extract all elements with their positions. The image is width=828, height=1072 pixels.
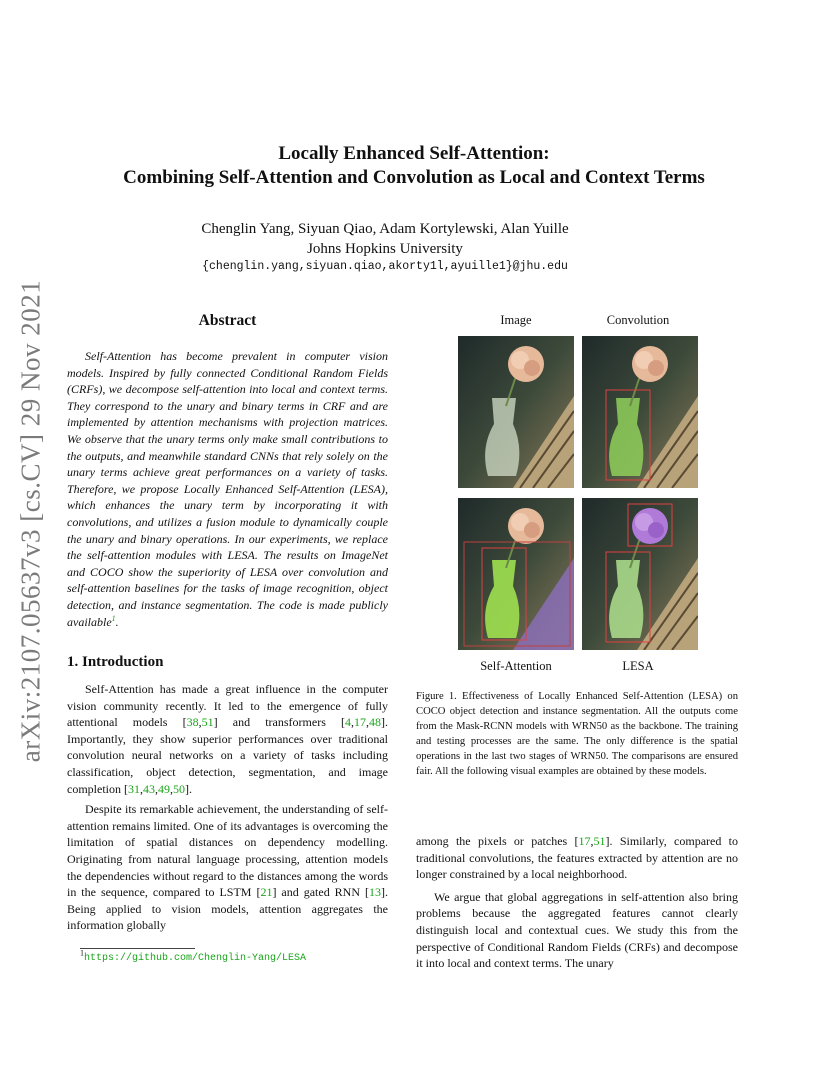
citation-link[interactable]: 48 — [369, 715, 382, 730]
intro-paragraph-2: Despite its remarkable achievement, the understanding of self-attention remains limited. One of its advantages is overcoming the limitation of spatial distances on dependency modelling. Originating from natural language processing, attention models the dependencies without regard to the distances among the words in the sequence, compared to LSTM [21] and gated RNN [13]. Being applied to vision models, attention aggregates the information globally — [67, 802, 388, 933]
arxiv-stamp-text: arXiv:2107.05637v3 [cs.CV] 29 Nov 2021 — [15, 279, 46, 762]
figure-panel-lesa — [582, 498, 698, 650]
abstract-footnote-link[interactable]: 1 — [111, 613, 116, 623]
arxiv-stamp — [14, 279, 48, 762]
paper-title — [0, 142, 828, 190]
figure-label-image: Image — [500, 313, 532, 327]
author-block — [0, 219, 770, 259]
citation-link[interactable]: 50 — [172, 781, 185, 796]
right-column — [416, 833, 738, 976]
abstract-heading: Abstract — [198, 312, 257, 329]
author-names: Chenglin Yang, Siyuan Qiao, Adam Kortylewski, Alan Yuille — [201, 221, 569, 237]
figure-caption: Figure 1. Effectiveness of Locally Enhanced Self-Attention (LESA) on COCO object detection and instance segmentation. All the outputs come from the Mask-RCNN models with WRN50 as the backbone. The training and testing processes are the same. The only difference is the spatial operations in the last two stages of WRN50. The comparisons are ensured fair. All the following visual examples are obtained by these models. — [416, 691, 738, 777]
citation-link[interactable]: 13 — [369, 885, 381, 900]
right-paragraph-1: among the pixels or patches [17,51]. Similarly, compared to traditional convolutions, the features extracted by attention are no longer constrained by a local neighborhood. — [416, 834, 738, 882]
footnote — [80, 948, 307, 964]
citation-link[interactable]: 17 — [578, 834, 591, 848]
affiliation: Johns Hopkins University — [307, 241, 463, 257]
figure-panel-image — [458, 336, 574, 488]
footnote-mark: 1 — [80, 948, 84, 958]
title-line-2: Combining Self-Attention and Convolution as Local and Context Terms — [123, 167, 705, 188]
citation-link[interactable]: 51 — [201, 715, 214, 730]
abstract-text: Self-Attention has become prevalent in computer vision models. Inspired by fully connected Conditional Random Fields (CRFs), we decompose self-attention into local and context terms. They correspond to the unary and binary terms in CRF and are implemented by attention mechanisms with projection matrices. We observe that the unary terms only make small contributions to the outputs, and meanwhile standard CNNs that rely solely on the unary terms achieve great performances on a variety of tasks. Therefore, we propose Locally Enhanced Self-Attention (LESA), which enhances the unary term by incorporating it with convolutions, and utilizes a fusion module to dynamically couple the unary and binary operations. In our experiments, we replace the self-attention modules with LESA. The results on ImageNet and COCO show the superiority of LESA over convolution and self-attention baselines for the tasks of image recognition, object detection, and instance segmentation. The code is made publicly available — [67, 349, 388, 629]
footnote-rule — [80, 948, 195, 949]
left-column — [67, 312, 388, 938]
figure-label-convolution: Convolution — [606, 313, 670, 327]
author-emails: {chenglin.yang,siyuan.qiao,akorty1l,ayuille1}@jhu.edu — [202, 260, 568, 273]
citation-link[interactable]: 31 — [127, 781, 140, 796]
abstract-body: Self-Attention has become prevalent in computer vision models. Inspired by fully connected Conditional Random Fields (CRFs), we decompose self-attention into local and context terms. They correspond to the unary and binary terms in CRF and are implemented by attention mechanisms with projection matrices. We observe that the unary terms only make small contributions to the outputs, and meanwhile standard CNNs that rely solely on the unary terms achieve great performances on a variety of tasks. Therefore, we propose Locally Enhanced Self-Attention (LESA), which enhances the unary term by incorporating it with convolutions, and utilizes a fusion module to dynamically couple the unary and binary operations. In our experiments, we replace the self-attention modules with LESA. The results on ImageNet and COCO show the superiority of LESA over convolution and self-attention baselines for the tasks of image recognition, object detection, and instance segmentation. The code is made publicly available$^1$. — [67, 349, 388, 629]
intro-paragraph-1: Self-Attention has made a great influence in the computer vision community recently. It led to the emergence of fully attentional models [38,51] and transformers [4,17,48]. Importantly, they show superior performances over traditional convolution neural networks on a variety of tasks including classification, object detection, segmentation, and image completion [31,43,49,50]. — [67, 682, 389, 796]
citation-link[interactable]: 4 — [345, 715, 352, 730]
title-line-1: Locally Enhanced Self-Attention: — [278, 143, 550, 164]
right-paragraph-2: We argue that global aggregations in self-attention also bring problems because the aggregated features cannot clearly distinguish local and contextual cues. We study this from the perspective of Conditional Random Fields (CRFs) and decompose it into local and context terms. The unary — [416, 889, 738, 971]
figure-label-self-attention: Self-Attention — [480, 659, 552, 673]
citation-link[interactable]: 38 — [186, 715, 199, 730]
citation-link[interactable]: 21 — [260, 885, 273, 900]
citation-link[interactable]: 49 — [157, 781, 170, 796]
figure-panel-self-attention — [458, 498, 574, 650]
intro-heading: 1. Introduction — [67, 654, 164, 671]
citation-link[interactable]: 17 — [354, 715, 367, 730]
figure-panel-convolution — [582, 336, 698, 488]
citation-link[interactable]: 43 — [142, 781, 155, 796]
footnote-url-link[interactable]: https://github.com/Chenglin-Yang/LESA — [84, 953, 307, 964]
figure-label-lesa: LESA — [622, 659, 654, 673]
citation-link[interactable]: 51 — [593, 834, 606, 848]
